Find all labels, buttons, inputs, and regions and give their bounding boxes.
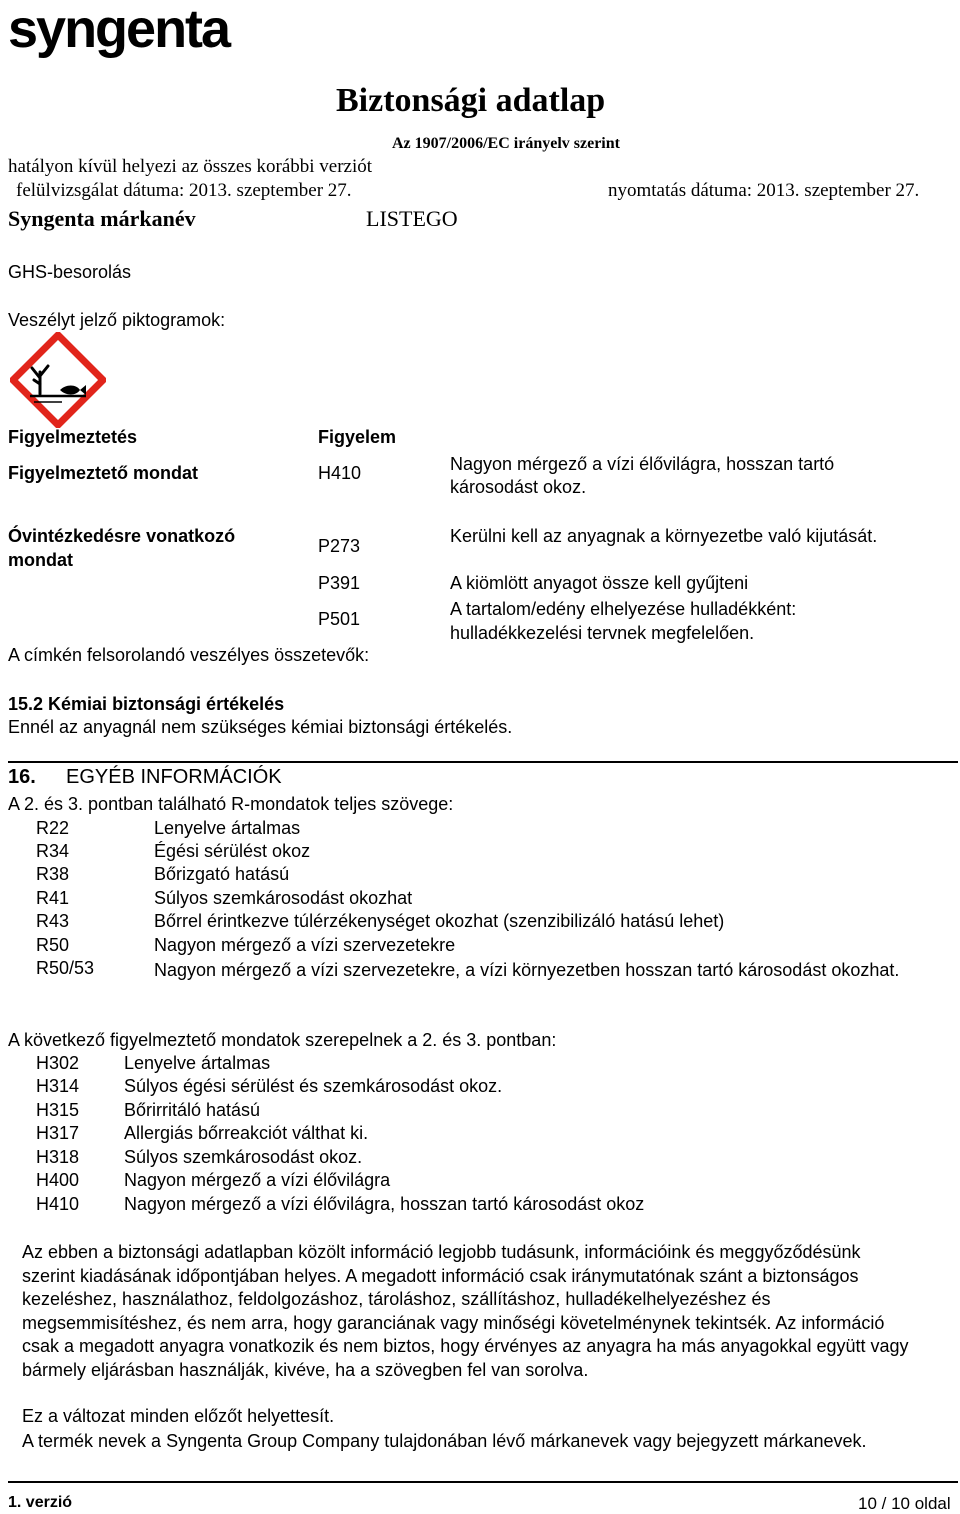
precaution-code: P273 xyxy=(318,536,361,556)
precaution-label: Óvintézkedésre vonatkozó mondat xyxy=(8,526,236,570)
h-phrase-text: Súlyos égési sérülést és szemkárosodást okoz. xyxy=(124,1076,503,1096)
h-phrases-intro: A következő figyelmeztető mondatok szerepelnek a 2. és 3. pontban: xyxy=(8,1030,557,1050)
h-phrase-text: Bőrirritáló hatású xyxy=(124,1100,261,1120)
replacement-note: Ez a változat minden előzőt helyettesít. xyxy=(22,1406,335,1426)
h-phrase-code: H410 xyxy=(36,1194,80,1214)
section-16-title: EGYÉB INFORMÁCIÓK xyxy=(66,766,282,788)
precaution-code: P501 xyxy=(318,609,361,629)
hazard-code: H410 xyxy=(318,463,362,483)
section-15-2-title: 15.2 Kémiai biztonsági értékelés xyxy=(8,694,285,714)
hazardous-components-label: A címkén felsorolandó veszélyes összetevők: xyxy=(8,645,370,665)
version-label: 1. verzió xyxy=(8,1494,73,1511)
directive-reference: Az 1907/2006/EC irányelv szerint xyxy=(392,135,620,152)
signal-word: Figyelem xyxy=(318,427,397,447)
h-phrase-text: Allergiás bőrreakciót válthat ki. xyxy=(124,1123,369,1143)
r-phrase-code: R22 xyxy=(36,818,70,838)
precaution-text: A tartalom/edény elhelyezése hulladékként: hulladékkezelési tervnek megfelelően. xyxy=(450,599,797,643)
footer-divider xyxy=(8,1481,958,1483)
page-number: 10 / 10 oldal xyxy=(858,1494,951,1513)
print-date: nyomtatás dátuma: 2013. szeptember 27. xyxy=(608,180,920,201)
signal-word-label: Figyelmeztetés xyxy=(8,427,138,447)
h-phrase-code: H318 xyxy=(36,1147,80,1167)
r-phrase-text: Nagyon mérgező a vízi szervezetekre xyxy=(154,935,456,955)
syngenta-logo: syngenta xyxy=(8,0,230,59)
r-phrase-text: Lenyelve ártalmas xyxy=(154,818,301,838)
r-phrases-intro: A 2. és 3. pontban található R-mondatok teljes szövege: xyxy=(8,794,454,814)
h-phrase-code: H302 xyxy=(36,1053,80,1073)
review-date: felülvizsgálat dátuma: 2013. szeptember 27. xyxy=(16,180,352,201)
precaution-code: P391 xyxy=(318,573,361,593)
trademark-note: A termék nevek a Syngenta Group Company tulajdonában lévő márkanevek vagy bejegyzett márkanevek. xyxy=(22,1431,867,1451)
h-phrase-code: H314 xyxy=(36,1076,80,1096)
r-phrase-code: R50/53 xyxy=(36,958,95,978)
precaution-text: A kiömlött anyagot össze kell gyűjteni xyxy=(450,573,749,593)
hazard-text: Nagyon mérgező a vízi élővilágra, hosszan tartó károsodást okoz. xyxy=(450,454,835,497)
r-phrase-code: R41 xyxy=(36,888,70,908)
r-phrase-text: Égési sérülést okoz xyxy=(154,841,311,861)
disclaimer-paragraph: Az ebben a biztonsági adatlapban közölt információ legjobb tudásunk, információink és meggyőződésünk szerint kiadásának időpontjában helyes. A megadott információ csak iránymutatónak szánt a biztonságos kezeléshez, használathoz, feldolgozáshoz, tároláshoz, szállításhoz, hulladékelhelyezéshez és megsemmisítéshez, és nem arra, hogy garanciának vagy minőségi követelménynek tekintsék. Az információ csak a megadott anyagra vonatkozik és nem biztos, hogy érvényes az anyagra ha más anyagokkal együtt vagy bármely eljárásban használják, kivéve, ha a szövegben fel van sorolva. xyxy=(22,1242,909,1380)
hazard-statement-label: Figyelmeztető mondat xyxy=(8,463,199,483)
pictograms-label: Veszélyt jelző piktogramok: xyxy=(8,310,226,330)
r-phrase-code: R50 xyxy=(36,935,70,955)
r-phrase-text: Súlyos szemkárosodást okozhat xyxy=(154,888,413,908)
environment-hazard-icon xyxy=(10,332,106,428)
r-phrase-code: R34 xyxy=(36,841,70,861)
ghs-classification-label: GHS-besorolás xyxy=(8,262,132,282)
brand-value: LISTEGO xyxy=(366,206,458,231)
supersedes-note: hatályon kívül helyezi az összes korábbi verziót xyxy=(8,156,373,177)
brand-label: Syngenta márkanév xyxy=(8,206,196,231)
h-phrase-text: Nagyon mérgező a vízi élővilágra, hosszan tartó károsodást okoz xyxy=(124,1194,645,1214)
section-15-2-text: Ennél az anyagnál nem szükséges kémiai biztonsági értékelés. xyxy=(8,717,513,737)
h-phrase-code: H315 xyxy=(36,1100,80,1120)
h-phrase-code: H317 xyxy=(36,1123,80,1143)
section-16-number: 16. xyxy=(8,766,36,788)
r-phrase-text: Nagyon mérgező a vízi szervezetekre, a vízi környezetben hosszan tartó károsodást okozhat. xyxy=(154,960,900,980)
h-phrase-text: Súlyos szemkárosodást okoz. xyxy=(124,1147,363,1167)
r-phrase-text: Bőrizgató hatású xyxy=(154,864,290,884)
r-phrase-text: Bőrrel érintkezve túlérzékenységet okozhat (szenzibilizáló hatású lehet) xyxy=(154,911,725,931)
document-title: Biztonsági adatlap xyxy=(336,82,606,119)
h-phrase-text: Lenyelve ártalmas xyxy=(124,1053,271,1073)
h-phrase-text: Nagyon mérgező a vízi élővilágra xyxy=(124,1170,391,1190)
section-divider xyxy=(8,761,958,763)
r-phrase-code: R38 xyxy=(36,864,70,884)
r-phrase-code: R43 xyxy=(36,911,70,931)
precaution-text: Kerülni kell az anyagnak a környezetbe való kijutását. xyxy=(450,526,878,546)
h-phrase-code: H400 xyxy=(36,1170,80,1190)
